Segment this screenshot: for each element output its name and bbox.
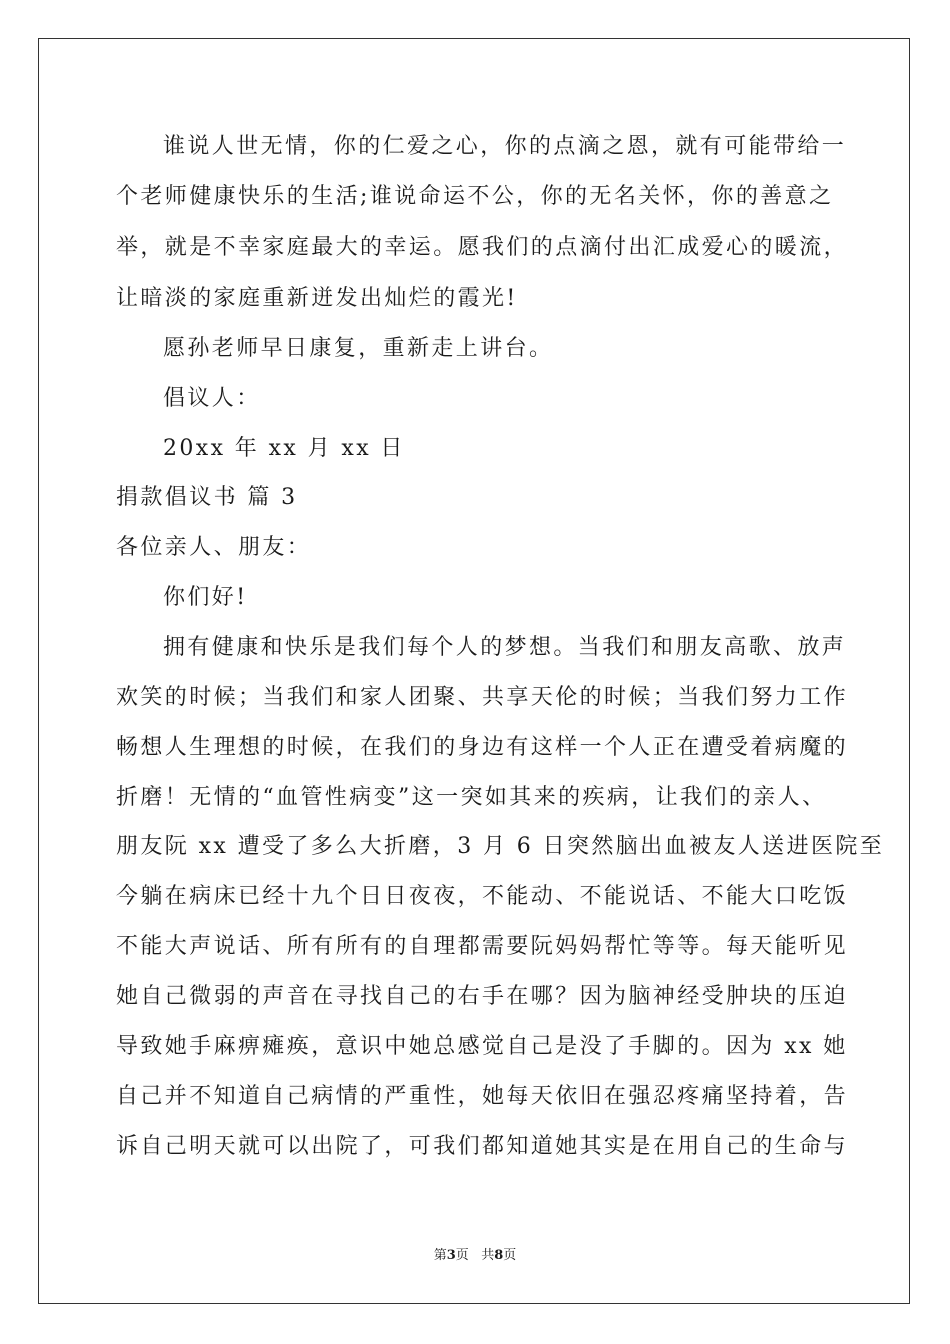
greeting: 你们好!: [163, 585, 248, 610]
paragraph-line: 谁说人世无情，你的仁爱之心，你的点滴之恩，就有可能带给一: [163, 134, 847, 159]
footer-suffix: 页: [503, 1248, 517, 1263]
paragraph-line: 她自己微弱的声音在寻找自己的右手在哪？因为脑神经受肿块的压迫: [116, 984, 849, 1009]
paragraph-line: 愿孙老师早日康复，重新走上讲台。: [163, 336, 554, 361]
footer-mid: 页 共: [455, 1248, 495, 1263]
section-title: 捐款倡议书 篇 3: [116, 485, 298, 510]
paragraph-line: 自己并不知道自己病情的严重性，她每天依旧在强忍疼痛坚持着，告: [116, 1084, 849, 1109]
paragraph-line: 折磨！无情的“血管性病变”这一突如其来的疾病，让我们的亲人、: [116, 785, 827, 810]
paragraph-line: 朋友阮 xx 遭受了多么大折磨，3 月 6 日突然脑出血被友人送进医院至: [116, 834, 885, 859]
paragraph-line: 畅想人生理想的时候，在我们的身边有这样一个人正在遭受着病魔的: [116, 735, 849, 760]
paragraph-line: 个老师健康快乐的生活;谁说命运不公，你的无名关怀，你的善意之: [116, 184, 834, 209]
paragraph-line: 欢笑的时候；当我们和家人团聚、共享天伦的时候；当我们努力工作: [116, 685, 849, 710]
paragraph-line: 举，就是不幸家庭最大的幸运。愿我们的点滴付出汇成爱心的暖流，: [116, 235, 849, 260]
page-current: 3: [446, 1248, 456, 1263]
paragraph-line: 拥有健康和快乐是我们每个人的梦想。当我们和朋友高歌、放声: [163, 635, 847, 660]
paragraph-line: 今躺在病床已经十九个日日夜夜，不能动、不能说话、不能大口吃饭: [116, 884, 849, 909]
paragraph-line: 导致她手麻痹瘫痪，意识中她总感觉自己是没了手脚的。因为 xx 她: [116, 1034, 848, 1059]
paragraph-line: 诉自己明天就可以出院了，可我们都知道她其实是在用自己的生命与: [116, 1134, 849, 1159]
page-total: 8: [494, 1248, 504, 1263]
signer-label: 倡议人：: [163, 386, 261, 411]
date-line: 20xx 年 xx 月 xx 日: [163, 436, 405, 461]
page-footer: [0, 1247, 950, 1265]
footer-prefix: 第: [433, 1248, 447, 1263]
salutation: 各位亲人、朋友：: [116, 535, 312, 560]
paragraph-line: 不能大声说话、所有所有的自理都需要阮妈妈帮忙等等。每天能听见: [116, 934, 849, 959]
paragraph-line: 让暗淡的家庭重新迸发出灿烂的霞光!: [116, 286, 518, 311]
page-border: [38, 38, 910, 1304]
